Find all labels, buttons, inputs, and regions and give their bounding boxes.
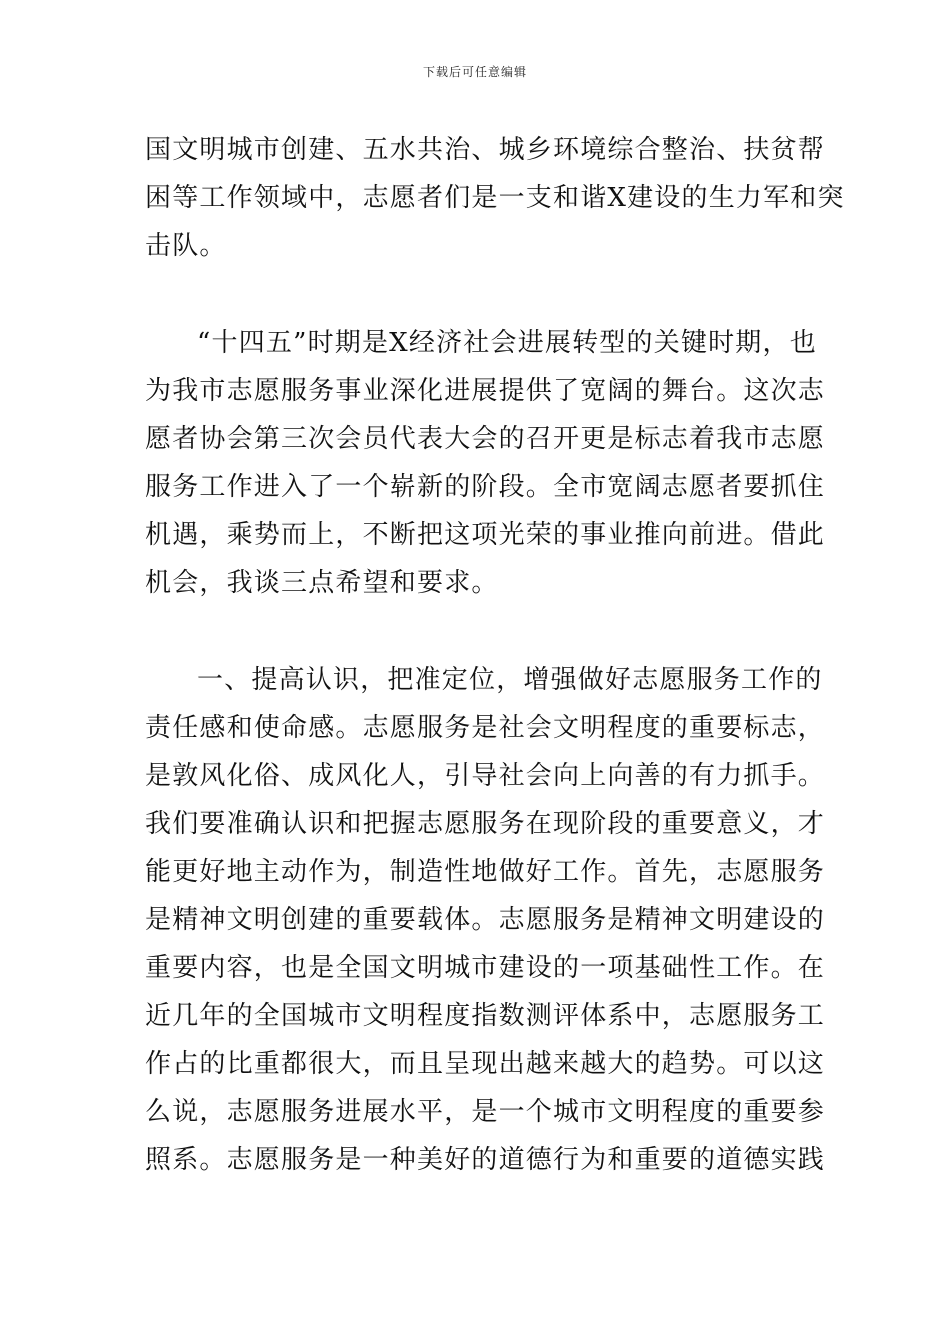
text-line: “十四五”时期是X经济社会进展转型的关键时期，也 [197, 328, 817, 358]
text-line: 击队。 [145, 231, 227, 261]
text-line: 责任感和使命感。志愿服务是社会文明程度的重要标志， [145, 713, 826, 743]
paragraph-spacer [145, 270, 810, 319]
text-line: 作占的比重都很大，而且呈现出越来越大的趋势。可以这 [145, 1049, 826, 1079]
text-line: 是精神文明创建的重要载体。志愿服务是精神文明建设的 [145, 905, 826, 935]
text-line: 机会，我谈三点希望和要求。 [145, 568, 499, 598]
document-body [145, 126, 845, 1184]
text-line: 国文明城市创建、五水共治、城乡环境综合整治、扶贫帮 [145, 135, 826, 165]
text-line: 重要内容，也是全国文明城市建设的一项基础性工作。在 [145, 953, 826, 983]
text-line: 困等工作领域中，志愿者们是一支和谐X建设的生力军和突 [145, 183, 845, 213]
text-line: 服务工作进入了一个崭新的阶段。全市宽阔志愿者要抓住 [145, 472, 826, 502]
page-header: 下载后可任意编辑 [422, 65, 527, 79]
text-line: 是敦风化俗、成风化人，引导社会向上向善的有力抓手。 [145, 761, 826, 791]
text-line: 为我市志愿服务事业深化进展提供了宽阔的舞台。这次志 [145, 376, 826, 406]
text-line: 近几年的全国城市文明程度指数测评体系中，志愿服务工 [145, 1001, 826, 1031]
paragraph-3 [145, 656, 826, 1184]
text-line: 机遇，乘势而上，不断把这项光荣的事业推向前进。借此 [145, 520, 826, 550]
text-line: 能更好地主动作为，制造性地做好工作。首先，志愿服务 [145, 857, 826, 887]
text-line: 愿者协会第三次会员代表大会的召开更是标志着我市志愿 [145, 424, 826, 454]
text-line: 照系。志愿服务是一种美好的道德行为和重要的道德实践 [145, 1145, 826, 1175]
paragraph-spacer [145, 607, 810, 656]
paragraph-1 [145, 126, 845, 270]
paragraph-2 [145, 319, 826, 607]
text-line: 我们要准确认识和把握志愿服务在现阶段的重要意义，才 [145, 809, 826, 839]
text-line: 么说，志愿服务进展水平，是一个城市文明程度的重要参 [145, 1097, 826, 1127]
text-line: 一、提高认识，把准定位，增强做好志愿服务工作的 [197, 665, 823, 695]
